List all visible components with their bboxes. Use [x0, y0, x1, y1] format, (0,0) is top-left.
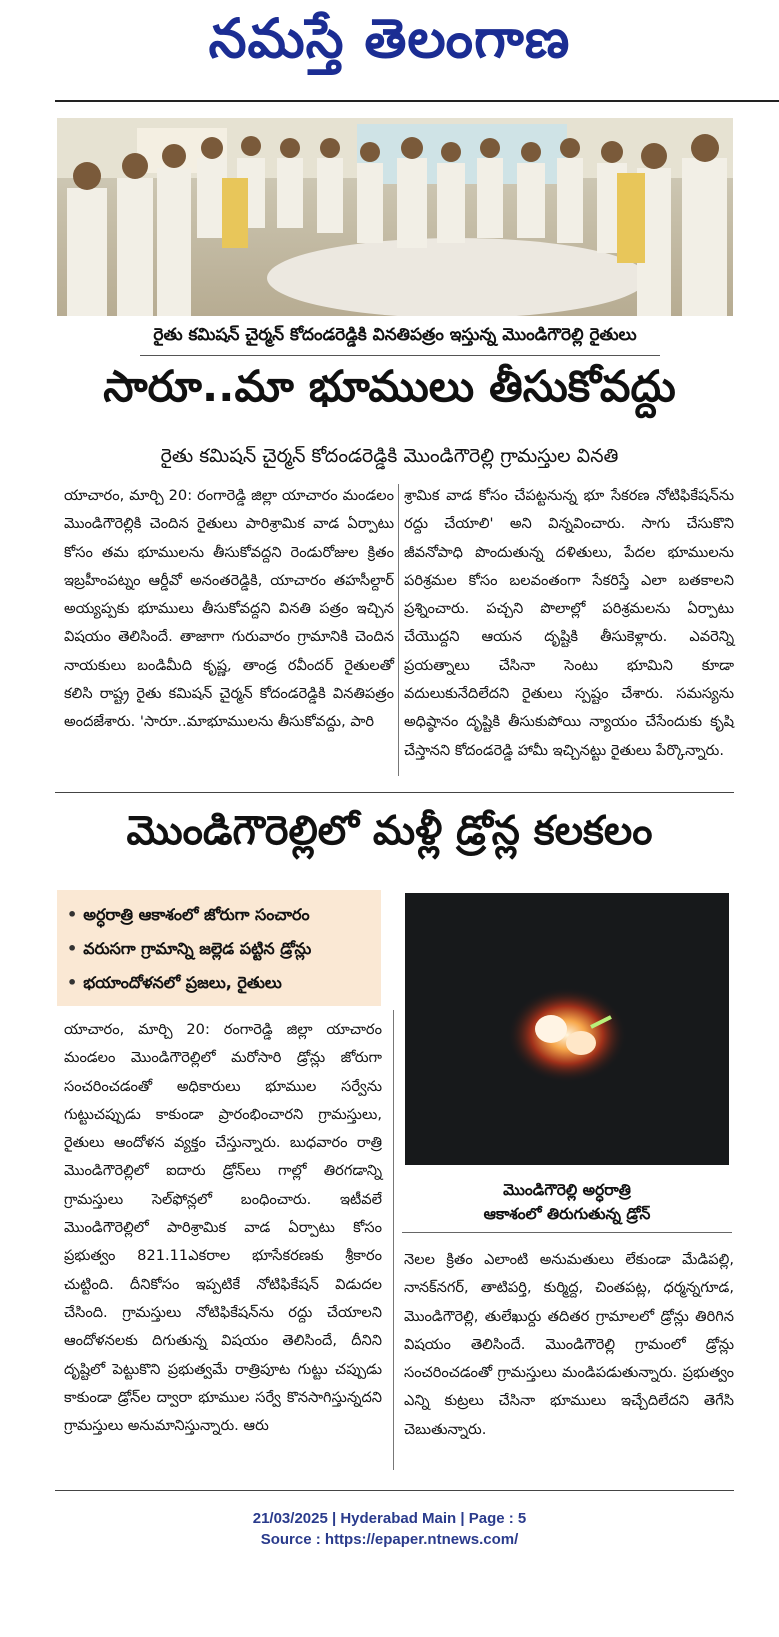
- subheadline: రైతు కమిషన్ చైర్మన్ కోదండరెడ్డికి మొండిగౌరెల్లి గ్రామస్తుల వినతి: [160, 445, 619, 467]
- headline: మొండిగౌరెల్లిలో మళ్లీ డ్రోన్ల కలకలం: [126, 808, 653, 854]
- article-column: యాచారం, మార్చి 20: రంగారెడ్డి జిల్లా యాచారం మండలం మొండిగౌరెల్లిలో మరోసారి డ్రోన్లు జోరుగా సంచరించడంతో అధికారులు భూముల సర్వేను గుట్టుచప్పుడు కాకుండా ప్రారంభించారని గ్రామస్తులు, రైతులు ఆందోళన వ్యక్తం చేస్తున్నారు. బుధవారం రాత్రి మొండిగౌరెల్లిలో ఐదారు డ్రోన్‌లు గాల్లో తిరగడాన్ని గ్రామస్తులు సెల్‌ఫోన్లలో బంధించారు. ఇటీవలే మొండిగౌరెల్లిలో పారిశ్రామిక వాడ ఏర్పాటు కోసం ప్రభుత్వం 821.11ఎకరాల భూసేకరణకు శ్రీకారం చుట్టింది. దీనికోసం ఇప్పటికే నోటిఫికేషన్ విడుదల చేసింది. గ్రామస్తులు నోటిఫికేషన్‌ను రద్దు చేయాలని ఆందోళనలకు దిగుతున్న విషయం తెలిసిందే, దీనిని దృష్టిలో పెట్టుకొని ప్రభుత్వమే రాత్రిపూట గుట్టు చప్పుడు కాకుండా డ్రోన్‌ల ద్వారా భూముల సర్వే కొనసాగిస్తున్నదని గ్రామస్తులు అనుమానిస్తున్నారు. ఆరు: [64, 1021, 382, 1435]
- divider: [55, 792, 734, 793]
- highlights-box: [57, 890, 381, 1006]
- column-divider: [393, 1010, 394, 1470]
- article-column: శ్రామిక వాడ కోసం చేపట్టనున్న భూ సేకరణ నోటిఫికేషన్‌ను రద్దు చేయాలి' అని విన్నవించారు. సాగు చేసుకొని జీవనోపాధి పొందుతున్న దళితులు, పేదల భూములను పరిశ్రమల కోసం బలవంతంగా సేకరిస్తే ఎలా బతకాలని ప్రశ్నించారు. పచ్చని పొలాల్లో పరిశ్రమలను ఏర్పాటు చేయొద్దని ఆయన దృష్టికి తీసుకెళ్లారు. ఎవరెన్ని ప్రయత్నాలు చేసినా సెంటు భూమిని కూడా వదులుకునేదిలేదని రైతులు స్పష్టం చేశారు. సమస్యను అధిష్ఠానం దృష్టికి తీసుకుపోయి న్యాయం చేసేందుకు కృషి చేస్తానని కోదండరెడ్డి హామీ ఇచ్చినట్టు రైతులు పేర్కొన్నారు.: [404, 487, 734, 759]
- drone-photo: [405, 893, 729, 1165]
- divider: [55, 100, 779, 102]
- newspaper-title: నమస్తే తెలంగాణ: [208, 6, 571, 70]
- column-divider: [398, 484, 399, 776]
- divider: [140, 355, 660, 356]
- divider: [55, 1490, 734, 1491]
- divider: [402, 1232, 732, 1233]
- caption-line: ఆకాశంలో తిరుగుతున్న డ్రోన్: [483, 1205, 651, 1223]
- article-column: యాచారం, మార్చి 20: రంగారెడ్డి జిల్లా యాచారం మండలం మొండిగౌరెల్లికి చెందిన రైతులు పారిశ్రామిక వాడ ఏర్పాటు కోసం తమ భూములను తీసుకోవద్దని రెండురోజుల క్రితం ఇబ్రహీంపట్నం ఆర్డీవో అనంతరెడ్డికి, యాచారం తహసీల్దార్ అయ్యప్పకు భూములు తీసుకోవద్దని వినతి పత్రం ఇచ్చిన విషయం తెలిసిందే. తాజాగా గురువారం గ్రామానికి చెందిన నాయకులు బండిమీది కృష్ణ, తాండ్ర రవీందర్ రైతులతో కలిసి రాష్ట్ర రైతు కమిషన్ చైర్మన్ కోదండరెడ్డికి వినతిపత్రం అందజేశారు. 'సారూ..మాభూములను తీసుకోవద్దు, పారి: [64, 487, 394, 731]
- meeting-photo: [57, 118, 733, 316]
- photo-caption: [405, 1178, 729, 1226]
- footer-source-link[interactable]: Source : https://epaper.ntnews.com/: [260, 1531, 519, 1548]
- highlight-item: • భయాందోళనలో ప్రజలు, రైతులు: [67, 966, 371, 1000]
- highlight-item: • అర్ధరాత్రి ఆకాశంలో జోరుగా సంచారం: [67, 898, 371, 932]
- highlight-item: • వరుసగా గ్రామాన్ని జల్లెడ పట్టిన డ్రోన్లు: [67, 932, 371, 966]
- photo-caption: రైతు కమిషన్ చైర్మన్ కోదండరెడ్డికి వినతిపత్రం ఇస్తున్న మొండిగౌరెల్లి రైతులు: [153, 325, 637, 345]
- masthead: [0, 0, 779, 80]
- headline: సారూ..మా భూములు తీసుకోవద్దు: [103, 362, 676, 412]
- footer-date-edition: 21/03/2025 | Hyderabad Main | Page : 5: [252, 1510, 527, 1527]
- article-column: నెలల క్రితం ఎలాంటి అనుమతులు లేకుండా మేడిపల్లి, నానక్‌నగర్, తాటిపర్తి, కుర్మిద్ద, చింతపట్ల, ధర్మన్నగూడ, మొండిగౌరెల్లి, తులేఖుర్దు తదితర గ్రామాలలో డ్రోన్లు తిరిగిన విషయం తెలిసిందే. మొండిగౌరెల్లి గ్రామంలో డ్రోన్లు సంచరించడంతో గ్రామస్తులు మండిపడుతున్నారు. ప్రభుత్వం ఎన్ని కుట్రలు చేసినా భూములు ఇచ్చేదిలేదని తెగేసి చెబుతున్నారు.: [404, 1251, 734, 1438]
- footer: [0, 1508, 779, 1550]
- caption-line: మొండిగౌరెల్లి అర్ధరాత్రి: [503, 1181, 631, 1199]
